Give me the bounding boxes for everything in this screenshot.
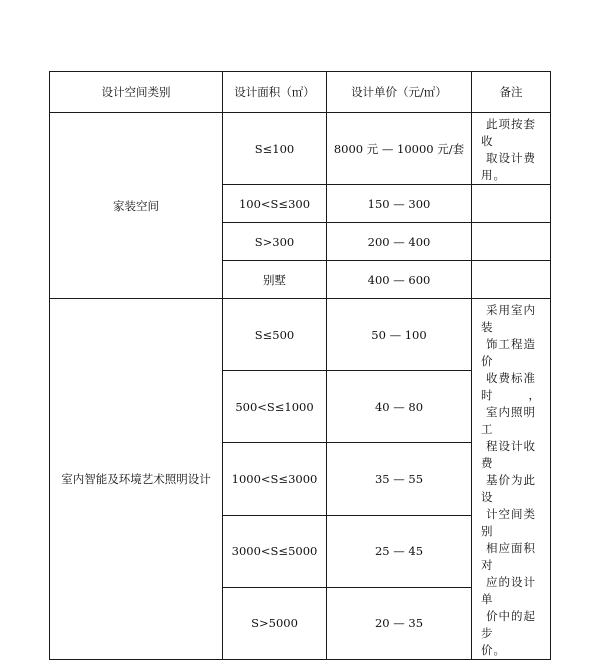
price-cell: 8000 元 — 10000 元/套 <box>327 113 472 185</box>
table-row <box>50 113 551 185</box>
note-line: 程设计收费 <box>481 439 536 470</box>
price-cell: 400 — 600 <box>327 261 472 299</box>
price-cell: 200 — 400 <box>327 223 472 261</box>
area-cell: 500<S≤1000 <box>223 371 327 443</box>
price-cell: 50 — 100 <box>327 299 472 371</box>
area-cell: S>300 <box>223 223 327 261</box>
header-price: 设计单价（元/㎡） <box>327 72 472 113</box>
note-line: 计空间类别 <box>481 507 536 538</box>
note-cell <box>472 299 551 660</box>
note-line: 价中的起步 <box>481 609 536 640</box>
area-cell: S>5000 <box>223 587 327 659</box>
area-cell: S≤500 <box>223 299 327 371</box>
note-line: 相应面积对 <box>481 541 536 572</box>
note-line: 取设计费用。 <box>481 151 536 182</box>
header-row <box>50 72 551 113</box>
category-cell: 室内智能及环境艺术照明设计 <box>50 299 223 660</box>
note-line: 室内照明工 <box>481 405 536 436</box>
price-cell: 40 — 80 <box>327 371 472 443</box>
note-line: 饰工程造价 <box>481 337 536 368</box>
area-cell: 别墅 <box>223 261 327 299</box>
note-cell <box>472 113 551 185</box>
note-cell-empty <box>472 223 551 261</box>
area-cell: 3000<S≤5000 <box>223 515 327 587</box>
header-notes: 备注 <box>472 72 551 113</box>
note-line: 收费标准时， <box>481 371 541 402</box>
area-cell: 1000<S≤3000 <box>223 443 327 515</box>
note-line: 价。 <box>481 643 506 657</box>
note-line: 应的设计单 <box>481 575 536 606</box>
note-cell-empty <box>472 261 551 299</box>
category-cell: 家装空间 <box>50 113 223 299</box>
note-cell-empty <box>472 185 551 223</box>
note-line: 基价为此设 <box>481 473 536 504</box>
note-line: 此项按套收 <box>481 117 536 148</box>
note-line: 采用室内装 <box>481 303 536 334</box>
table-row <box>50 299 551 371</box>
header-area: 设计面积（㎡） <box>223 72 327 113</box>
price-cell: 150 — 300 <box>327 185 472 223</box>
header-category: 设计空间类别 <box>50 72 223 113</box>
price-cell: 25 — 45 <box>327 515 472 587</box>
price-cell: 20 — 35 <box>327 587 472 659</box>
area-cell: 100<S≤300 <box>223 185 327 223</box>
area-cell: S≤100 <box>223 113 327 185</box>
design-fee-table <box>49 71 551 660</box>
price-cell: 35 — 55 <box>327 443 472 515</box>
